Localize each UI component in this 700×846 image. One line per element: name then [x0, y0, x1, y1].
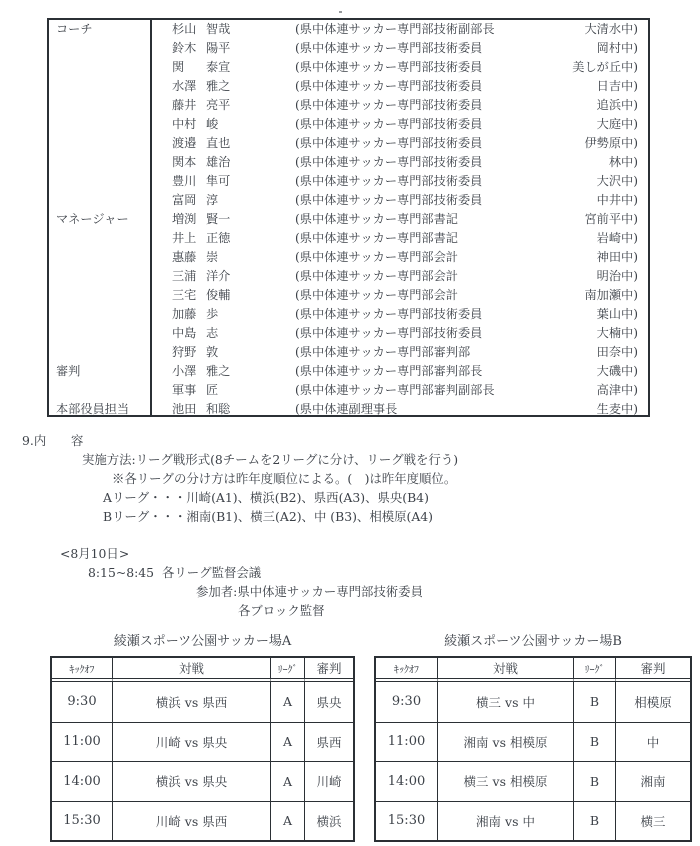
- schedule-cell: 横三: [615, 801, 690, 841]
- role-cell: [49, 96, 152, 115]
- schedule-cell: 15:30: [52, 801, 112, 841]
- affiliation-cell: [295, 153, 648, 172]
- affiliation-cell: [295, 115, 648, 134]
- surname-cell: 加藤: [172, 307, 197, 321]
- open-paren: (: [295, 117, 300, 131]
- affiliation-spacer: [482, 96, 596, 115]
- schedule-cell: 11:00: [52, 722, 112, 762]
- givenname-cell: 匠: [206, 383, 219, 397]
- role-cell: [49, 305, 152, 324]
- surname-cell: 軍事: [172, 383, 197, 397]
- role-cell: [49, 153, 152, 172]
- staff-row: [49, 115, 648, 134]
- schedule-cell: 川崎: [304, 761, 353, 801]
- school-name: 生麦中: [596, 402, 634, 416]
- surname-cell: 狩野: [172, 345, 197, 359]
- role-cell: [49, 172, 152, 191]
- header-cell-0: ｷｯｸｵﾌ: [52, 658, 112, 682]
- affiliation-title: 県中体連サッカー専門部技術委員: [299, 326, 483, 340]
- affiliation-title: 県中体連サッカー専門部書記: [299, 212, 458, 226]
- close-paren: ): [633, 22, 638, 36]
- staff-row: [49, 210, 648, 229]
- schedule-cell: A: [270, 761, 304, 801]
- affiliation-title: 県中体連サッカー専門部技術委員: [299, 98, 483, 112]
- affiliation-spacer: [482, 77, 596, 96]
- affiliation-spacer: [482, 115, 596, 134]
- open-paren: (: [295, 345, 300, 359]
- open-paren: (: [295, 174, 300, 188]
- affiliation-cell: [295, 343, 648, 362]
- league-a-line: Aリーグ・・・川崎(A1)、横浜(B2)、県西(A3)、県央(B4): [103, 490, 429, 505]
- surname-cell: 惠藤: [172, 250, 197, 264]
- schedule-cell: 9:30: [391, 694, 422, 710]
- league-b-line: Bリーグ・・・湘南(B1)、横三(A2)、中 (B3)、相模原(A4): [103, 509, 433, 524]
- open-paren: (: [295, 307, 300, 321]
- givenname-cell: 賢一: [206, 212, 231, 226]
- schedule-cell: 中: [615, 722, 690, 762]
- givenname-cell: 直也: [206, 136, 231, 150]
- open-paren: (: [295, 98, 300, 112]
- school-name: 林中: [608, 155, 634, 169]
- surname-cell: 富岡: [172, 193, 197, 207]
- surname-cell: 井上: [172, 231, 197, 245]
- affiliation-title: 県中体連サッカー専門部技術委員: [299, 193, 483, 207]
- affiliation-cell: [295, 210, 648, 229]
- role-cell: [49, 286, 152, 305]
- staff-row: [49, 153, 648, 172]
- affiliation-title: 県中体連サッカー専門部技術委員: [299, 174, 483, 188]
- close-paren: ): [633, 212, 638, 226]
- date-heading: <8月10日>: [60, 546, 130, 561]
- section-heading: 9.内 容: [22, 433, 84, 448]
- staff-row: [49, 286, 648, 305]
- venue-title-b: 綾瀬スポーツ公園サッカー場B: [444, 634, 622, 649]
- header-cell-2: ﾘｰｸﾞ: [573, 658, 615, 682]
- surname-cell: 藤井: [172, 98, 197, 112]
- affiliation-spacer: [458, 229, 597, 248]
- affiliation-title: 県中体連サッカー専門部技術委員: [299, 41, 483, 55]
- givenname-cell: 志: [206, 326, 219, 340]
- schedule-cell: 県西: [304, 722, 353, 762]
- meeting-name: 各リーグ監督会議: [162, 565, 262, 580]
- givenname-cell: 正徳: [206, 231, 231, 245]
- affiliation-spacer: [482, 58, 572, 77]
- surname-cell: 池田: [172, 402, 197, 416]
- affiliation-title: 県中体連副理事長: [299, 402, 398, 416]
- affiliation-title: 県中体連サッカー専門部技術委員: [299, 79, 483, 93]
- open-paren: (: [295, 193, 300, 207]
- staff-row: [49, 324, 648, 343]
- surname-cell: 小澤: [172, 364, 197, 378]
- schedule-cell: B: [573, 722, 615, 762]
- participants-line: 参加者:県中体連サッカー専門部技術委員: [196, 584, 423, 599]
- role-cell: マネージャー: [56, 212, 129, 226]
- role-cell: [49, 77, 152, 96]
- school-name: 岩崎中: [596, 231, 634, 245]
- schedule-cell: 横浜 vs 県西: [112, 682, 270, 722]
- schedule-cell: 湘南 vs 中: [437, 801, 573, 841]
- affiliation-title: 県中体連サッカー専門部技術委員: [299, 155, 483, 169]
- close-paren: ): [633, 60, 638, 74]
- schedule-cell: A: [270, 722, 304, 762]
- schedule-cell: 川崎 vs 県央: [112, 722, 270, 762]
- surname-cell: 水澤: [172, 79, 197, 93]
- school-name: 宮前平中: [584, 212, 634, 226]
- school-name: 岡村中: [596, 41, 634, 55]
- affiliation-spacer: [458, 210, 585, 229]
- affiliation-spacer: [495, 20, 585, 39]
- staff-row: [49, 39, 648, 58]
- header-cell-0: ｷｯｸｵﾌ: [376, 658, 437, 682]
- school-name: 大清水中: [584, 22, 634, 36]
- close-paren: ): [633, 383, 638, 397]
- staff-row: [49, 191, 648, 210]
- schedule-cell: 横浜: [304, 801, 353, 841]
- role-cell: [49, 248, 152, 267]
- affiliation-title: 県中体連サッカー専門部技術委員: [299, 136, 483, 150]
- open-paren: (: [295, 212, 300, 226]
- open-paren: (: [295, 22, 300, 36]
- school-name: 伊勢原中: [584, 136, 634, 150]
- schedule-cell: A: [270, 801, 304, 841]
- affiliation-spacer: [482, 324, 596, 343]
- staff-row: [49, 172, 648, 191]
- open-paren: (: [295, 402, 300, 416]
- close-paren: ): [633, 79, 638, 93]
- staff-row: [49, 362, 648, 381]
- school-name: 大沢中: [596, 174, 634, 188]
- surname-cell: 三宅: [172, 288, 197, 302]
- schedule-cell: 湘南: [615, 761, 690, 801]
- close-paren: ): [633, 326, 638, 340]
- affiliation-cell: [295, 20, 648, 39]
- affiliation-title: 県中体連サッカー専門部会計: [299, 288, 458, 302]
- schedule-cell: B: [573, 682, 615, 722]
- role-cell: [49, 191, 152, 210]
- affiliation-spacer: [482, 191, 596, 210]
- surname-cell: 中島: [172, 326, 197, 340]
- givenname-cell: 隼可: [206, 174, 231, 188]
- school-name: 神田中: [596, 250, 634, 264]
- givenname-cell: 亮平: [206, 98, 231, 112]
- affiliation-spacer: [470, 343, 597, 362]
- time-gap: [154, 565, 162, 580]
- school-name: 田奈中: [596, 345, 634, 359]
- role-cell: [49, 343, 152, 362]
- affiliation-spacer: [482, 134, 584, 153]
- surname-cell: 鈴木: [172, 41, 197, 55]
- open-paren: (: [295, 155, 300, 169]
- affiliation-title: 県中体連サッカー専門部技術委員: [299, 117, 483, 131]
- surname-cell: 増渕: [172, 212, 197, 226]
- close-paren: ): [633, 307, 638, 321]
- affiliation-spacer: [482, 153, 609, 172]
- affiliation-title: 県中体連サッカー専門部技術委員: [299, 60, 483, 74]
- school-name: 大庭中: [596, 117, 634, 131]
- affiliation-cell: [295, 286, 648, 305]
- givenname-cell: 歩: [206, 307, 219, 321]
- affiliation-cell: [295, 172, 648, 191]
- affiliation-title: 県中体連サッカー専門部会計: [299, 269, 458, 283]
- school-name: 大磯中: [596, 364, 634, 378]
- givenname-cell: 崇: [206, 250, 219, 264]
- givenname-cell: 雅之: [206, 79, 231, 93]
- scan-artifact-dot: [339, 11, 342, 13]
- staff-row: [49, 305, 648, 324]
- schedule-cell: 横三 vs 中: [437, 682, 573, 722]
- role-cell: [49, 115, 152, 134]
- role-cell: [49, 381, 152, 400]
- givenname-cell: 雄治: [206, 155, 231, 169]
- staff-row: [49, 229, 648, 248]
- staff-rows: [49, 20, 648, 415]
- school-name: 大楠中: [596, 326, 634, 340]
- affiliation-title: 県中体連サッカー専門部審判副部長: [299, 383, 495, 397]
- role-cell: [49, 58, 152, 77]
- staff-row: [49, 20, 648, 39]
- role-cell: [49, 39, 152, 58]
- close-paren: ): [633, 250, 638, 264]
- close-paren: ): [633, 155, 638, 169]
- open-paren: (: [295, 364, 300, 378]
- method-line: 実施方法:リーグ戦形式(8チームを2リーグに分け、リーグ戦を行う): [82, 452, 459, 467]
- open-paren: (: [295, 269, 300, 283]
- affiliation-title: 県中体連サッカー専門部書記: [299, 231, 458, 245]
- role-cell: [49, 229, 152, 248]
- schedule-cell: B: [573, 801, 615, 841]
- open-paren: (: [295, 60, 300, 74]
- affiliation-spacer: [482, 362, 596, 381]
- surname-cell: 豊川: [172, 174, 197, 188]
- venue-grid-b: [374, 656, 692, 842]
- schedule-cell: 横浜 vs 県央: [112, 761, 270, 801]
- affiliation-spacer: [458, 267, 597, 286]
- close-paren: ): [633, 231, 638, 245]
- open-paren: (: [295, 41, 300, 55]
- header-cell-1: 対戦: [112, 658, 270, 682]
- school-name: 南加瀬中: [584, 288, 634, 302]
- affiliation-spacer: [458, 248, 597, 267]
- givenname-cell: 峻: [206, 117, 219, 131]
- open-paren: (: [295, 231, 300, 245]
- givenname-cell: 洋介: [206, 269, 231, 283]
- affiliation-title: 県中体連サッカー専門部審判部長: [299, 364, 483, 378]
- schedule-cell: 相模原: [615, 682, 690, 722]
- affiliation-spacer: [495, 381, 597, 400]
- givenname-cell: 泰宣: [206, 60, 231, 74]
- givenname-cell: 和聡: [206, 402, 231, 416]
- role-cell: コーチ: [56, 22, 93, 36]
- meeting-time: 8:15~8:45: [88, 565, 155, 580]
- schedule-cell: 湘南 vs 相模原: [437, 722, 573, 762]
- staff-row: [49, 381, 648, 400]
- schedule-cell: 11:00: [376, 722, 437, 762]
- school-name: 日吉中: [596, 79, 634, 93]
- open-paren: (: [295, 79, 300, 93]
- close-paren: ): [633, 98, 638, 112]
- note-line: ※各リーグの分け方は昨年度順位による。( )は昨年度順位。: [112, 471, 457, 486]
- school-name: 追浜中: [596, 98, 634, 112]
- staff-row: [49, 343, 648, 362]
- header-cell-3: 審判: [304, 658, 353, 682]
- surname-cell: 中村: [172, 117, 197, 131]
- school-name: 高津中: [596, 383, 634, 397]
- open-paren: (: [295, 288, 300, 302]
- schedule-cell: B: [573, 761, 615, 801]
- participants-line2: 各ブロック監督: [238, 603, 325, 618]
- givenname-cell: 淳: [206, 193, 219, 207]
- surname-cell: 関本: [172, 155, 197, 169]
- staff-row: [49, 400, 648, 419]
- close-paren: ): [633, 193, 638, 207]
- affiliation-title: 県中体連サッカー専門部審判部: [299, 345, 471, 359]
- affiliation-spacer: [458, 286, 585, 305]
- staff-row: [49, 96, 648, 115]
- schedule-cell: 14:00: [52, 761, 112, 801]
- header-cell-2: ﾘｰｸﾞ: [270, 658, 304, 682]
- givenname-cell: 敦: [206, 345, 219, 359]
- schedule-cell: 15:30: [376, 801, 437, 841]
- schedule-cell: 川崎 vs 県西: [112, 801, 270, 841]
- close-paren: ): [633, 364, 638, 378]
- affiliation-cell: [295, 39, 648, 58]
- open-paren: (: [295, 250, 300, 264]
- schedule-cell: 9:30: [67, 694, 97, 710]
- affiliation-cell: [295, 305, 648, 324]
- affiliation-spacer: [482, 39, 596, 58]
- role-cell: 本部役員担当: [56, 402, 130, 416]
- surname-cell: 杉山: [172, 22, 197, 36]
- close-paren: ): [633, 345, 638, 359]
- meeting-time-line: [88, 565, 261, 580]
- affiliation-cell: [295, 134, 648, 153]
- affiliation-cell: [295, 324, 648, 343]
- role-cell: [49, 134, 152, 153]
- open-paren: (: [295, 326, 300, 340]
- affiliation-spacer: [482, 305, 596, 324]
- close-paren: ): [633, 402, 638, 416]
- schedule-cell: A: [270, 682, 304, 722]
- venue-grid-a: [50, 656, 355, 842]
- schedule-cell: 14:00: [376, 761, 437, 801]
- staff-row: [49, 267, 648, 286]
- affiliation-cell: [295, 191, 648, 210]
- surname-cell: 関: [172, 60, 185, 74]
- close-paren: ): [633, 117, 638, 131]
- staff-table: [47, 18, 650, 417]
- schedule-cell: 県央: [304, 682, 353, 722]
- givenname-cell: 智哉: [206, 22, 231, 36]
- header-cell-3: 審判: [615, 658, 690, 682]
- affiliation-cell: [295, 77, 648, 96]
- affiliation-cell: [295, 229, 648, 248]
- affiliation-cell: [295, 362, 648, 381]
- close-paren: ): [633, 136, 638, 150]
- school-name: 明治中: [596, 269, 634, 283]
- affiliation-cell: [295, 248, 648, 267]
- close-paren: ): [633, 174, 638, 188]
- affiliation-title: 県中体連サッカー専門部技術委員: [299, 307, 483, 321]
- school-name: 美しが丘中: [572, 60, 634, 74]
- affiliation-cell: [295, 267, 648, 286]
- role-cell: 審判: [56, 364, 81, 378]
- role-cell: [49, 324, 152, 343]
- staff-row: [49, 248, 648, 267]
- staff-row: [49, 58, 648, 77]
- affiliation-spacer: [482, 172, 596, 191]
- affiliation-spacer: [397, 400, 596, 419]
- school-name: 葉山中: [596, 307, 634, 321]
- open-paren: (: [295, 136, 300, 150]
- header-cell-1: 対戦: [437, 658, 573, 682]
- open-paren: (: [295, 383, 300, 397]
- givenname-cell: 俊輔: [206, 288, 231, 302]
- affiliation-cell: [295, 381, 648, 400]
- close-paren: ): [633, 288, 638, 302]
- staff-row: [49, 77, 648, 96]
- surname-cell: 渡邉: [172, 136, 197, 150]
- surname-cell: 三浦: [172, 269, 197, 283]
- affiliation-cell: [295, 400, 648, 419]
- schedule-cell: 横三 vs 相模原: [437, 761, 573, 801]
- givenname-cell: 陽平: [206, 41, 231, 55]
- affiliation-title: 県中体連サッカー専門部会計: [299, 250, 458, 264]
- venue-title-a: 綾瀬スポーツ公園サッカー場A: [113, 634, 292, 649]
- close-paren: ): [633, 269, 638, 283]
- givenname-cell: 雅之: [206, 364, 231, 378]
- close-paren: ): [633, 41, 638, 55]
- staff-row: [49, 134, 648, 153]
- affiliation-cell: [295, 96, 648, 115]
- affiliation-cell: [295, 58, 648, 77]
- role-cell: [49, 267, 152, 286]
- venue-table-a: [50, 634, 355, 842]
- venue-table-b: [374, 634, 692, 842]
- affiliation-title: 県中体連サッカー専門部技術副部長: [299, 22, 495, 36]
- school-name: 中井中: [596, 193, 634, 207]
